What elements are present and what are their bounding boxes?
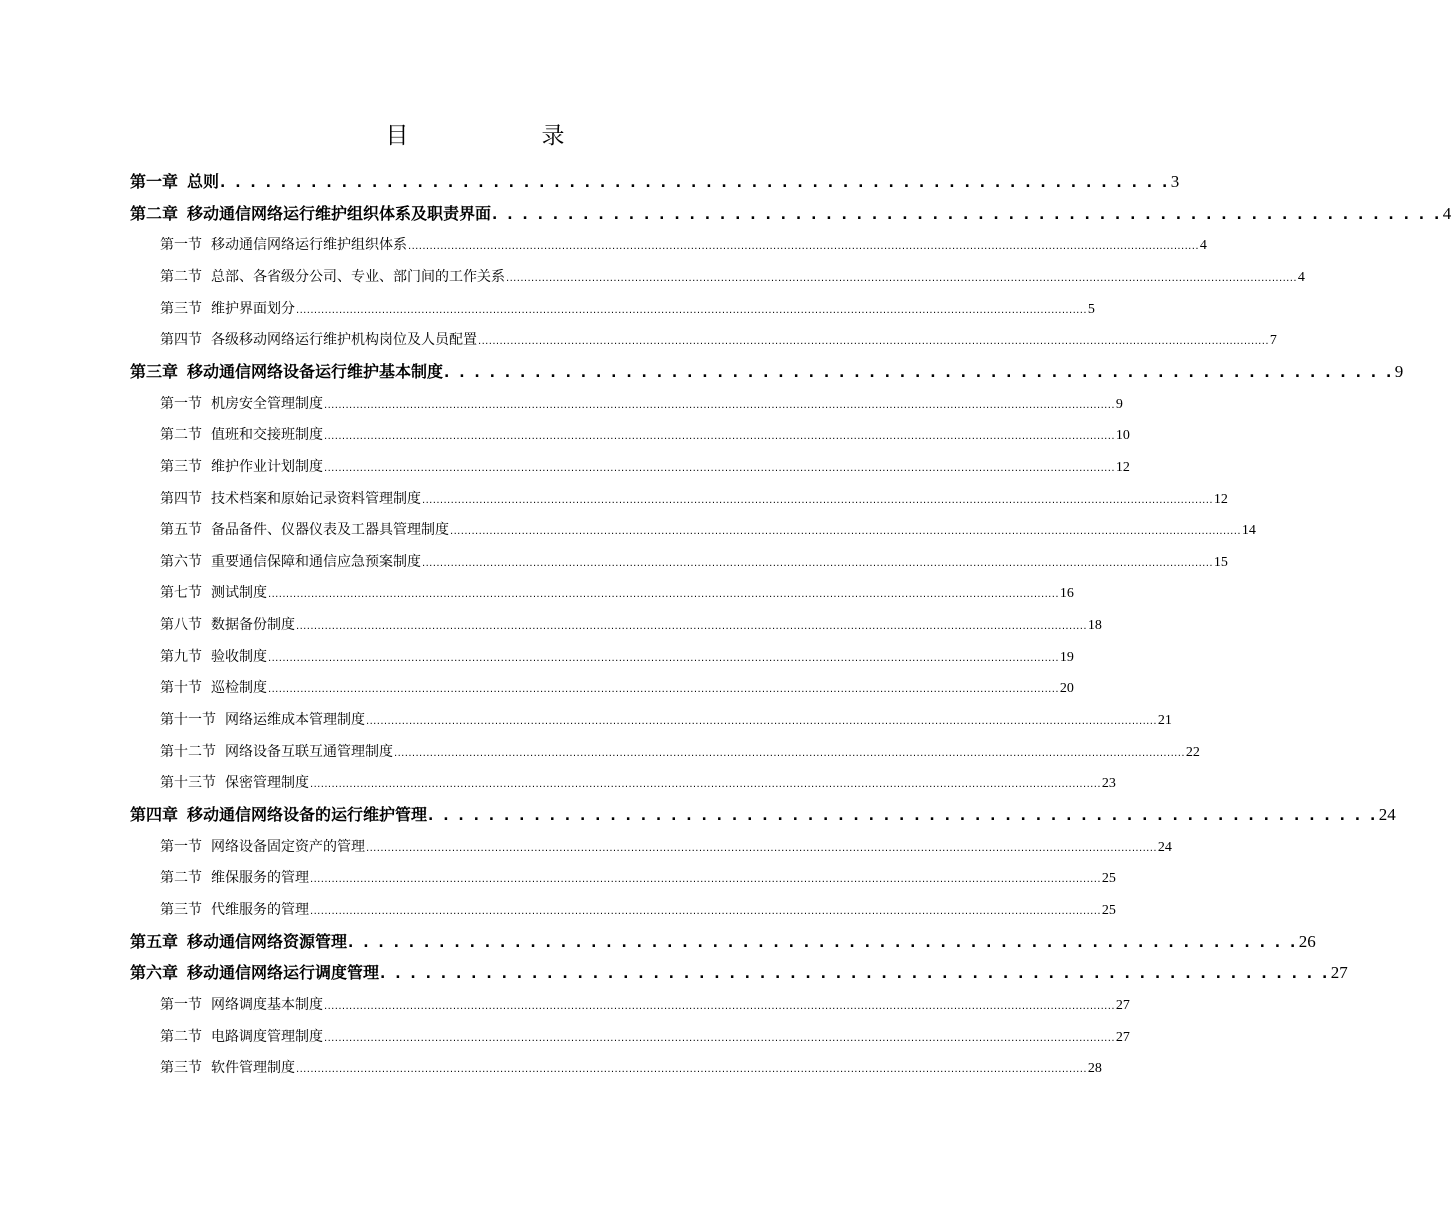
toc-entry-number: 第五章: [130, 931, 179, 951]
toc-entry-title: 总部、各省级分公司、专业、部门间的工作关系: [211, 268, 505, 285]
toc-page-number: 7: [1269, 333, 1277, 349]
toc-entry-number: 第三节: [160, 300, 202, 317]
dot-leader: .............................................................................................................................................................................................................................: [394, 747, 1185, 759]
toc-page-number: 28: [1087, 1061, 1102, 1077]
toc-entry-number: 第三节: [160, 901, 202, 918]
toc-entry-title: 各级移动网络运行维护机构岗位及人员配置: [211, 332, 477, 349]
toc-section-entry[interactable]: [160, 293, 1095, 325]
toc-entry-number: 第一节: [160, 237, 202, 254]
toc-entry-title: 维护作业计划制度: [211, 458, 323, 475]
toc-entry-number: 第二节: [160, 1028, 202, 1045]
toc-page-number: 23: [1101, 776, 1116, 792]
toc-entry-title: 移动通信网络运行调度管理: [187, 963, 380, 983]
dot-leader: .............................................................................................................................................................................................................................: [310, 779, 1101, 791]
toc-chapter-entry[interactable]: [130, 799, 1396, 831]
toc-chapter-entry[interactable]: [130, 166, 1180, 198]
toc-page-number: 27: [1330, 963, 1348, 983]
toc-page-number: 24: [1157, 839, 1172, 855]
toc-entry-title: 网络调度基本制度: [211, 996, 323, 1013]
toc-entry-title: 巡检制度: [211, 680, 267, 697]
dot-leader: .............................................................................................................................................................................................................................: [324, 1032, 1115, 1044]
dot-leader: . . . . . . . . . . . . . . . . . . . . . . . . . . . . . . . . . . . . . . . . . . . . . . . . . . . . . . . . . . . . . . .: [492, 206, 1442, 223]
toc-section-entry[interactable]: [160, 736, 1200, 768]
toc-section-entry[interactable]: [160, 641, 1074, 673]
toc-entry-number: 第一节: [160, 395, 202, 412]
toc-entry-title: 保密管理制度: [225, 775, 309, 792]
toc-section-entry[interactable]: [160, 609, 1102, 641]
toc-entry-title: 维保服务的管理: [211, 870, 309, 887]
toc-entry-title: 重要通信保障和通信应急预案制度: [211, 553, 421, 570]
toc-entry-title: 备品备件、仪器仪表及工器具管理制度: [211, 522, 449, 539]
toc-page-number: 19: [1059, 649, 1074, 665]
toc-entry-number: 第十一节: [160, 712, 216, 729]
toc-page-number: 12: [1115, 459, 1130, 475]
toc-page-number: 21: [1157, 713, 1172, 729]
toc-chapter-entry[interactable]: [130, 957, 1348, 989]
dot-leader: .............................................................................................................................................................................................................................: [310, 874, 1101, 886]
toc-section-entry[interactable]: [160, 1052, 1102, 1084]
toc-section-entry[interactable]: [160, 767, 1116, 799]
toc-entry-title: 维护界面划分: [211, 300, 295, 317]
toc-entry-number: 第十二节: [160, 743, 216, 760]
dot-leader: . . . . . . . . . . . . . . . . . . . . . . . . . . . . . . . . . . . . . . . . . . . . . . . . . . . . . . . . . . . . . . .: [444, 364, 1394, 381]
dot-leader: .............................................................................................................................................................................................................................: [324, 399, 1115, 411]
toc-section-entry[interactable]: [160, 989, 1130, 1021]
toc-entry-number: 第四节: [160, 490, 202, 507]
toc-section-entry[interactable]: [160, 483, 1228, 515]
dot-leader: .............................................................................................................................................................................................................................: [366, 842, 1157, 854]
toc-page-number: 27: [1115, 1029, 1130, 1045]
toc-entry-title: 总则: [187, 172, 220, 191]
dot-leader: .............................................................................................................................................................................................................................: [310, 905, 1101, 917]
toc-entry-title: 移动通信网络运行维护组织体系: [211, 237, 407, 254]
toc-section-entry[interactable]: [160, 419, 1130, 451]
toc-entry-title: 值班和交接班制度: [211, 427, 323, 444]
toc-page-number: 22: [1185, 744, 1200, 760]
toc-page-number: 15: [1213, 554, 1228, 570]
toc-entry-number: 第五节: [160, 522, 202, 539]
toc-entry-title: 测试制度: [211, 585, 267, 602]
toc-entry-number: 第九节: [160, 648, 202, 665]
dot-leader: . . . . . . . . . . . . . . . . . . . . . . . . . . . . . . . . . . . . . . . . . . . . . . . . . . . . . . . . . . . . . . .: [380, 966, 1330, 983]
toc-entry-title: 机房安全管理制度: [211, 395, 323, 412]
toc-entry-number: 第一节: [160, 996, 202, 1013]
toc-page-number: 4: [1442, 203, 1451, 223]
toc-chapter-entry[interactable]: [130, 198, 1451, 230]
toc-section-entry[interactable]: [160, 862, 1116, 894]
toc-entry-number: 第二节: [160, 268, 202, 285]
toc-section-entry[interactable]: [160, 261, 1305, 293]
toc-entry-number: 第八节: [160, 617, 202, 634]
toc-entry-title: 移动通信网络运行维护组织体系及职责界面: [187, 203, 492, 223]
dot-leader: .............................................................................................................................................................................................................................: [422, 494, 1213, 506]
toc-entry-number: 第六节: [160, 553, 202, 570]
toc-page-number: 14: [1241, 523, 1256, 539]
dot-leader: .............................................................................................................................................................................................................................: [324, 1000, 1115, 1012]
dot-leader: .............................................................................................................................................................................................................................: [324, 431, 1115, 443]
toc-section-entry[interactable]: [160, 672, 1074, 704]
dot-leader: .............................................................................................................................................................................................................................: [268, 684, 1059, 696]
toc-entry-title: 验收制度: [211, 648, 267, 665]
toc-title: 目 录: [385, 123, 620, 149]
toc-page-number: 12: [1213, 491, 1228, 507]
toc-page-number: 18: [1087, 618, 1102, 634]
toc-page-number: 9: [1115, 396, 1123, 412]
toc-chapter-entry[interactable]: [130, 356, 1404, 388]
dot-leader: .............................................................................................................................................................................................................................: [408, 241, 1199, 253]
dot-leader: . . . . . . . . . . . . . . . . . . . . . . . . . . . . . . . . . . . . . . . . . . . . . . . . . . . . . . . . . . . . . . .: [220, 175, 1170, 191]
toc-section-entry[interactable]: [160, 229, 1207, 261]
toc-page-number: 4: [1199, 238, 1207, 254]
dot-leader: .............................................................................................................................................................................................................................: [366, 716, 1157, 728]
toc-entry-number: 第十节: [160, 680, 202, 697]
dot-leader: .............................................................................................................................................................................................................................: [296, 304, 1087, 316]
toc-entry-number: 第四章: [130, 805, 179, 824]
toc-section-entry[interactable]: [160, 831, 1172, 863]
toc-entry-title: 移动通信网络设备的运行维护管理: [187, 805, 428, 824]
toc-page-number: 16: [1059, 586, 1074, 602]
toc-section-entry[interactable]: [160, 1021, 1130, 1053]
toc-entry-title: 电路调度管理制度: [211, 1028, 323, 1045]
dot-leader: .............................................................................................................................................................................................................................: [478, 336, 1269, 348]
toc-page-number: 4: [1297, 269, 1305, 285]
toc-page-number: 26: [1298, 931, 1316, 951]
toc-entry-title: 移动通信网络资源管理: [187, 931, 348, 951]
toc-entry-number: 第一节: [160, 838, 202, 855]
toc-entry-number: 第四节: [160, 332, 202, 349]
toc-entry-number: 第十三节: [160, 775, 216, 792]
toc-entry-title: 代维服务的管理: [211, 901, 309, 918]
dot-leader: .............................................................................................................................................................................................................................: [268, 652, 1059, 664]
dot-leader: .............................................................................................................................................................................................................................: [268, 589, 1059, 601]
toc-entry-title: 软件管理制度: [211, 1060, 295, 1077]
toc-entry-number: 第一章: [130, 172, 179, 191]
toc-page-number: 24: [1378, 805, 1396, 824]
toc-entry-number: 第二节: [160, 870, 202, 887]
toc-entry-number: 第三节: [160, 458, 202, 475]
toc-section-entry[interactable]: [160, 324, 1277, 356]
toc-entry-number: 第三节: [160, 1060, 202, 1077]
toc-section-entry[interactable]: [160, 894, 1116, 926]
toc-section-entry[interactable]: [160, 704, 1172, 736]
toc-entry-title: 网络运维成本管理制度: [225, 712, 365, 729]
toc-section-entry[interactable]: [160, 514, 1256, 546]
toc-entry-number: 第六章: [130, 963, 179, 983]
dot-leader: . . . . . . . . . . . . . . . . . . . . . . . . . . . . . . . . . . . . . . . . . . . . . . . . . . . . . . . . . . . . . . .: [348, 934, 1298, 951]
toc-entry-title: 技术档案和原始记录资料管理制度: [211, 490, 421, 507]
toc-section-entry[interactable]: [160, 577, 1074, 609]
toc-section-entry[interactable]: [160, 388, 1123, 420]
dot-leader: .............................................................................................................................................................................................................................: [324, 462, 1115, 474]
toc-entry-title: 网络设备互联互通管理制度: [225, 743, 393, 760]
toc-page-number: 3: [1170, 172, 1180, 191]
toc-page-number: 9: [1394, 361, 1404, 381]
toc-chapter-entry[interactable]: [130, 926, 1316, 958]
toc-entry-title: 移动通信网络设备运行维护基本制度: [187, 361, 444, 381]
dot-leader: .............................................................................................................................................................................................................................: [422, 557, 1213, 569]
dot-leader: .............................................................................................................................................................................................................................: [296, 621, 1087, 633]
toc-section-entry[interactable]: [160, 451, 1130, 483]
toc-page-number: 27: [1115, 997, 1130, 1013]
toc-entry-number: 第七节: [160, 585, 202, 602]
dot-leader: .............................................................................................................................................................................................................................: [296, 1064, 1087, 1076]
toc-entry-number: 第二节: [160, 427, 202, 444]
toc-section-entry[interactable]: [160, 546, 1228, 578]
toc-entry-number: 第二章: [130, 203, 179, 223]
toc-page-number: 25: [1101, 902, 1116, 918]
dot-leader: . . . . . . . . . . . . . . . . . . . . . . . . . . . . . . . . . . . . . . . . . . . . . . . . . . . . . . . . . . . . . . .: [428, 808, 1378, 824]
toc-page-number: 10: [1115, 428, 1130, 444]
toc-page-number: 25: [1101, 871, 1116, 887]
toc-entry-title: 数据备份制度: [211, 617, 295, 634]
toc-page-number: 20: [1059, 681, 1074, 697]
toc-page-number: 5: [1087, 301, 1095, 317]
dot-leader: .............................................................................................................................................................................................................................: [506, 272, 1297, 284]
toc-entry-title: 网络设备固定资产的管理: [211, 838, 365, 855]
dot-leader: .............................................................................................................................................................................................................................: [450, 526, 1241, 538]
toc-entry-number: 第三章: [130, 361, 179, 381]
